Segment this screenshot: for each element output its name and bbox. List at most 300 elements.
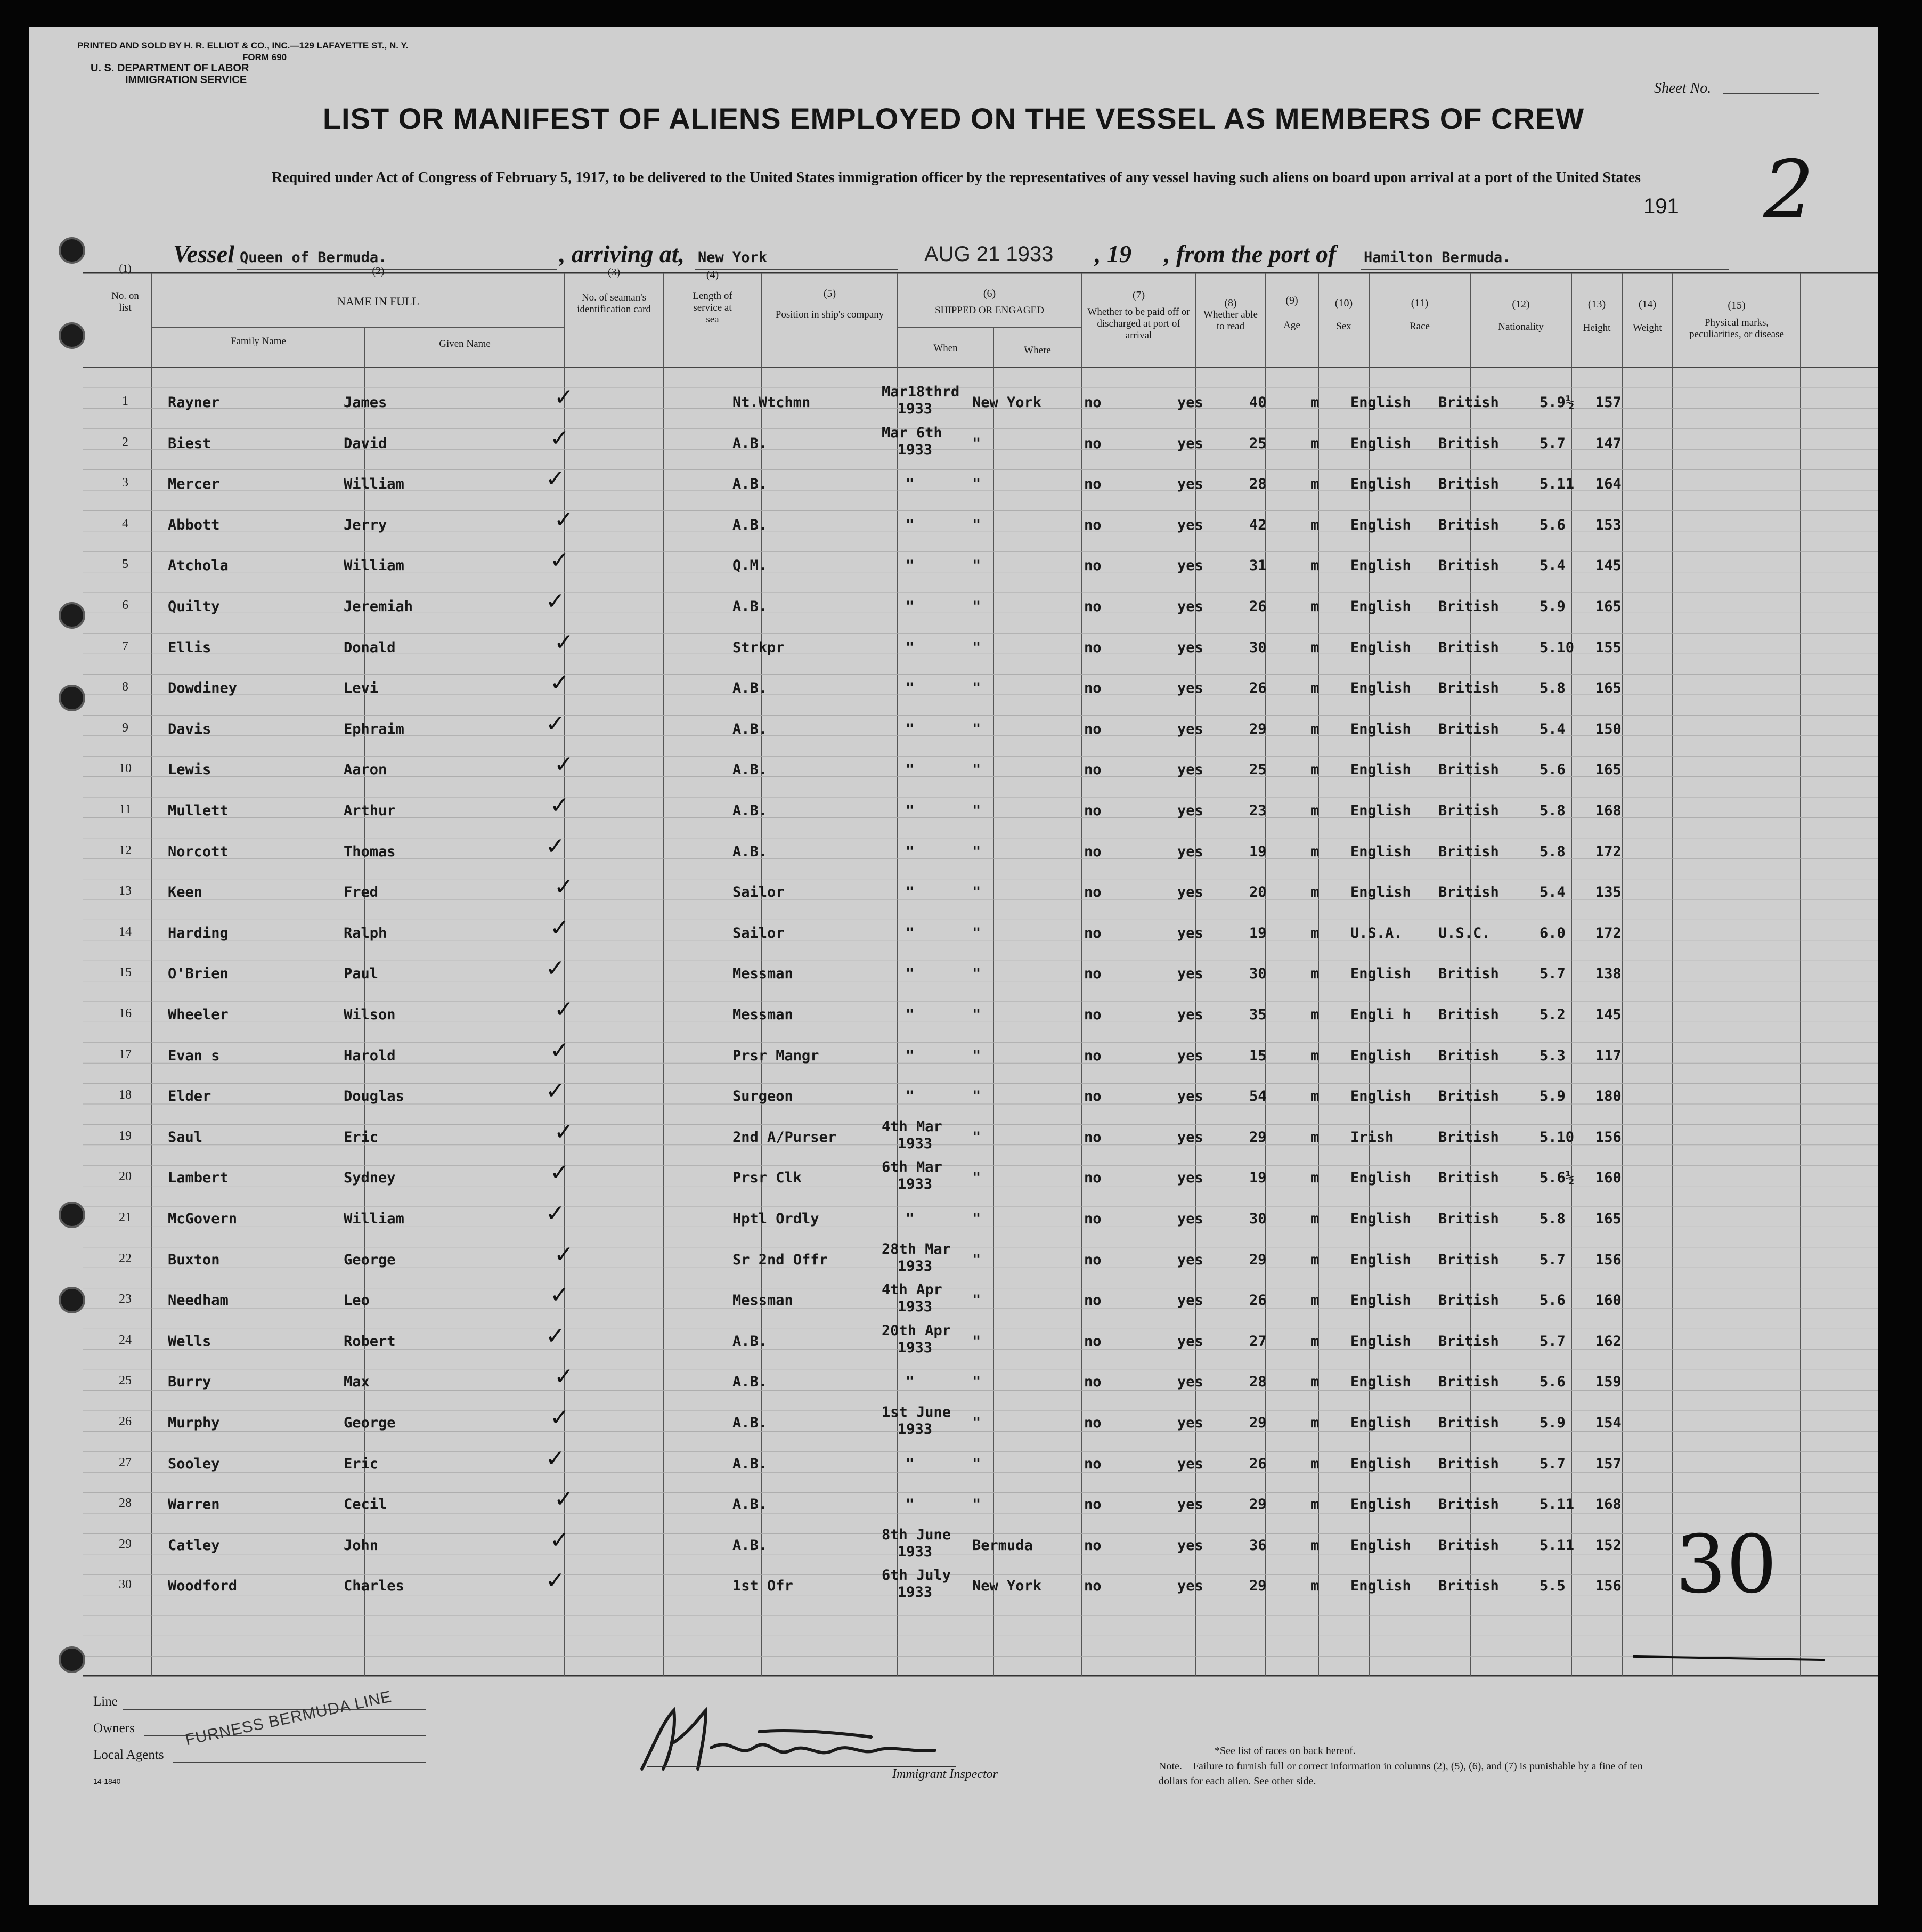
cell-age: 26 [1249,680,1267,697]
cell-position: A.B. [732,802,768,819]
cell-read: yes [1177,843,1203,860]
cell-sex: m [1310,1374,1320,1391]
cell-age: 31 [1249,557,1267,574]
cell-sex: m [1310,1251,1320,1268]
cell-family: Needham [168,1292,229,1309]
cell-given: Charles [344,1578,404,1595]
cell-position: A.B. [732,720,768,737]
cell-weight: 165 [1595,761,1622,778]
cell-family: Buxton [168,1251,220,1268]
col10-number: (10) [1334,297,1353,309]
cell-sex: m [1310,884,1320,901]
cell-age: 20 [1249,884,1267,901]
cell-position: Prsr Clk [732,1170,802,1187]
cell-weight: 168 [1595,1496,1622,1513]
cell-sex: m [1310,1292,1320,1309]
cell-where: " [972,1211,981,1227]
cell-age: 29 [1249,1129,1267,1146]
cell-when1: 28th Mar [882,1240,951,1257]
cell-given: Fred [344,884,379,901]
cell-where: " [972,598,981,615]
cell-race: English [1350,1088,1411,1105]
cell-family: Ellis [168,639,211,656]
cell-no: 11 [119,802,132,816]
col14-number: (14) [1638,298,1657,310]
cell-position: 2nd A/Purser [732,1129,837,1146]
cell-read: yes [1177,476,1203,493]
cell-height: 5.8 [1540,680,1566,697]
cell-weight: 156 [1595,1129,1622,1146]
check-mark: ✓ [554,751,574,778]
cell-paid: no [1084,1578,1102,1595]
cell-height: 5.7 [1540,1251,1566,1268]
cell-position: Messman [732,1292,793,1309]
cell-paid: no [1084,680,1102,697]
col-physical-marks: Physical marks, peculiarities, or disease [1689,317,1784,340]
cell-given: Arthur [344,802,396,819]
cell-family: Murphy [168,1415,220,1431]
cell-when1: " [906,598,915,615]
cell-given: Eric [344,1455,379,1472]
cell-race: English [1350,802,1411,819]
cell-when1: " [906,965,915,983]
cell-given: Leo [344,1292,370,1309]
cell-age: 35 [1249,1006,1267,1023]
cell-read: yes [1177,639,1203,656]
cell-no: 28 [119,1496,132,1511]
cell-weight: 180 [1595,1088,1622,1105]
owners-label: Owners [93,1721,135,1735]
cell-paid: no [1084,720,1102,737]
cell-weight: 156 [1595,1251,1622,1268]
cell-given: David [344,435,387,452]
cell-height: 5.4 [1540,720,1566,737]
cell-position: A.B. [732,1537,768,1554]
col-weight: Weight [1633,322,1662,334]
cell-height: 5.6 [1540,1292,1566,1309]
cell-height: 5.7 [1540,435,1566,452]
cell-sex: m [1310,761,1320,778]
cell-when1: " [906,843,915,860]
cell-position: 1st Ofr [732,1578,793,1595]
cell-position: Nt.Wtchmn [732,394,811,411]
check-mark: ✓ [554,506,574,533]
cell-age: 29 [1249,1578,1267,1595]
cell-race: English [1350,394,1411,411]
cell-read: yes [1177,1374,1203,1391]
cell-paid: no [1084,965,1102,983]
department-name: U. S. DEPARTMENT OF LABOR [91,62,249,74]
cell-when1: " [906,884,915,901]
cell-nationality: British [1438,1292,1499,1309]
col6-number: (6) [983,288,996,299]
cell-when1: " [906,761,915,778]
col7-number: (7) [1132,289,1145,301]
cell-nationality: British [1438,1537,1499,1554]
col-where: Where [1024,345,1051,356]
cell-no: 5 [122,557,128,572]
cell-position: A.B. [732,1374,768,1391]
check-mark: ✓ [545,955,565,983]
cell-given: Wilson [344,1006,396,1023]
cell-family: Quilty [168,598,220,615]
arriving-label: , arriving at, [559,240,685,267]
cell-read: yes [1177,1415,1203,1431]
cell-height: 5.5 [1540,1578,1566,1595]
cell-family: McGovern [168,1211,238,1227]
check-mark: ✓ [545,1567,565,1595]
binder-hole [59,1646,85,1673]
cell-age: 19 [1249,1170,1267,1187]
cell-age: 15 [1249,1047,1267,1064]
cell-paid: no [1084,1415,1102,1431]
cell-height: 5.11 [1540,1496,1575,1513]
col8-number: (8) [1224,297,1237,309]
cell-read: yes [1177,802,1203,819]
cell-no: 9 [122,720,128,735]
cell-weight: 164 [1595,476,1622,493]
cell-family: Burry [168,1374,211,1391]
cell-paid: no [1084,924,1102,941]
cell-sex: m [1310,965,1320,983]
cell-no: 24 [119,1333,132,1347]
cell-nationality: British [1438,1088,1499,1105]
cell-age: 25 [1249,761,1267,778]
cell-weight: 145 [1595,557,1622,574]
cell-when1: 1st June [882,1404,951,1420]
cell-family: Atchola [168,557,229,574]
cell-given: Levi [344,680,379,697]
cell-no: 20 [119,1170,132,1184]
cell-family: Dowdiney [168,680,238,697]
cell-weight: 165 [1595,598,1622,615]
cell-family: Mercer [168,476,220,493]
cell-paid: no [1084,516,1102,533]
cell-no: 4 [122,516,128,531]
vessel-name: Queen of Bermuda. [240,249,387,266]
check-mark: ✓ [545,1077,565,1105]
cell-race: English [1350,516,1411,533]
cell-race: Irish [1350,1129,1394,1146]
check-mark: ✓ [554,1118,574,1146]
cell-nationality: British [1438,1047,1499,1064]
cell-sex: m [1310,639,1320,656]
cell-position: A.B. [732,516,768,533]
col2-number: (2) [372,265,385,277]
cell-read: yes [1177,1455,1203,1472]
cell-sex: m [1310,924,1320,941]
cell-position: Messman [732,1006,793,1023]
cell-no: 15 [119,965,132,980]
cell-race: English [1350,884,1411,901]
cell-no: 22 [119,1251,132,1265]
cell-race: English [1350,761,1411,778]
cell-read: yes [1177,761,1203,778]
cell-paid: no [1084,884,1102,901]
cell-position: A.B. [732,1455,768,1472]
cell-family: Sooley [168,1455,220,1472]
cell-no: 16 [119,1006,132,1020]
cell-family: Lambert [168,1170,229,1187]
cell-nationality: British [1438,1374,1499,1391]
check-mark: ✓ [550,424,569,452]
cell-height: 5.7 [1540,1333,1566,1350]
cell-position: A.B. [732,761,768,778]
cell-height: 5.11 [1540,1537,1575,1554]
cell-sex: m [1310,435,1320,452]
cell-when1: " [906,680,915,697]
cell-where: " [972,884,981,901]
cell-position: Surgeon [732,1088,793,1105]
form-number: FORM 690 [242,52,287,62]
cell-when1: 6th July [882,1567,951,1584]
check-mark: ✓ [545,1200,565,1227]
cell-race: English [1350,639,1411,656]
check-mark: ✓ [545,710,565,737]
col-sex: Sex [1336,321,1351,332]
cell-when1: " [906,476,915,493]
cell-race: English [1350,1211,1411,1227]
binder-hole [59,1202,85,1228]
cell-position: A.B. [732,598,768,615]
cell-sex: m [1310,1088,1320,1105]
cell-read: yes [1177,557,1203,574]
cell-paid: no [1084,1496,1102,1513]
agents-underline [173,1762,426,1763]
races-note: *See list of races on back hereof. [1215,1745,1356,1757]
cell-no: 18 [119,1088,132,1102]
vessel-label: Vessel [173,240,234,267]
cell-position: Hptl Ordly [732,1211,819,1227]
cell-read: yes [1177,394,1203,411]
col-nationality: Nationality [1498,321,1544,332]
col-able-to-read: Whether able to read [1203,309,1258,332]
cell-no: 26 [119,1415,132,1428]
cell-position: A.B. [732,843,768,860]
cell-read: yes [1177,1211,1203,1227]
cell-where: " [972,802,981,819]
cell-where: " [972,1047,981,1064]
cell-nationality: British [1438,516,1499,533]
cell-age: 30 [1249,639,1267,656]
cell-race: English [1350,1292,1411,1309]
cell-no: 12 [119,843,132,857]
cell-sex: m [1310,1333,1320,1350]
cell-nationality: British [1438,802,1499,819]
check-mark: ✓ [545,588,565,615]
cell-age: 29 [1249,720,1267,737]
cell-no: 1 [122,394,128,408]
cell-when1: 8th June [882,1526,951,1543]
cell-height: 5.9 [1540,1088,1566,1105]
cell-sex: m [1310,802,1320,819]
year-prefix: 191 [1643,194,1679,218]
cell-age: 28 [1249,1374,1267,1391]
cell-height: 5.10 [1540,1129,1575,1146]
cell-when1: " [906,516,915,533]
cell-read: yes [1177,884,1203,901]
cell-family: Warren [168,1496,220,1513]
cell-given: William [344,476,404,493]
cell-race: English [1350,1578,1411,1595]
cell-read: yes [1177,1251,1203,1268]
cell-when1: " [906,1088,915,1105]
cell-no: 25 [119,1374,132,1388]
cell-sex: m [1310,1170,1320,1187]
cell-when2: 1933 [898,1176,933,1193]
cell-sex: m [1310,680,1320,697]
cell-weight: 154 [1595,1415,1622,1431]
cell-race: English [1350,1496,1411,1513]
cell-paid: no [1084,639,1102,656]
check-mark: ✓ [550,1526,569,1554]
cell-weight: 165 [1595,1211,1622,1227]
cell-nationality: British [1438,884,1499,901]
cell-height: 5.6½ [1540,1170,1575,1187]
cell-nationality: British [1438,639,1499,656]
cell-read: yes [1177,1006,1203,1023]
check-mark: ✓ [554,1363,574,1391]
cell-given: Jerry [344,516,387,533]
cell-nationality: British [1438,761,1499,778]
cell-family: Elder [168,1088,211,1105]
cell-when1: Mar18thrd [882,384,960,400]
cell-position: Sailor [732,924,785,941]
cell-given: Thomas [344,843,396,860]
cell-position: Prsr Mangr [732,1047,819,1064]
col12-number: (12) [1512,298,1530,310]
col-when: When [933,343,958,354]
cell-sex: m [1310,1006,1320,1023]
cell-height: 5.8 [1540,1211,1566,1227]
cell-nationality: British [1438,476,1499,493]
cell-where: " [972,516,981,533]
cell-paid: no [1084,761,1102,778]
cell-sex: m [1310,1496,1320,1513]
cell-read: yes [1177,598,1203,615]
cell-nationality: U.S.C. [1438,924,1491,941]
inspector-label: Immigrant Inspector [892,1767,998,1781]
cell-height: 5.7 [1540,965,1566,983]
cell-given: Cecil [344,1496,387,1513]
cell-sex: m [1310,1047,1320,1064]
cell-race: English [1350,557,1411,574]
cell-read: yes [1177,1088,1203,1105]
cell-when2: 1933 [898,401,933,417]
cell-where: " [972,761,981,778]
cell-read: yes [1177,680,1203,697]
cell-read: yes [1177,924,1203,941]
cell-age: 27 [1249,1333,1267,1350]
cell-age: 40 [1249,394,1267,411]
cell-position: A.B. [732,1415,768,1431]
cell-height: 5.4 [1540,884,1566,901]
cell-age: 36 [1249,1537,1267,1554]
cell-read: yes [1177,1292,1203,1309]
check-mark: ✓ [545,1444,565,1472]
cell-family: Rayner [168,394,220,411]
cell-nationality: British [1438,1211,1499,1227]
cell-given: John [344,1537,379,1554]
cell-height: 5.9 [1540,598,1566,615]
binder-hole [59,322,85,349]
cell-no: 23 [119,1292,132,1306]
cell-when2: 1933 [898,1421,933,1438]
col11-number: (11) [1411,297,1429,309]
cell-weight: 117 [1595,1047,1622,1064]
cell-no: 7 [122,639,128,653]
cell-nationality: British [1438,1455,1499,1472]
cell-read: yes [1177,435,1203,452]
cell-weight: 150 [1595,720,1622,737]
cell-family: Lewis [168,761,211,778]
departure-port: Hamilton Bermuda. [1364,249,1511,266]
cell-where: " [972,1251,981,1268]
cell-age: 29 [1249,1251,1267,1268]
cell-when2: 1933 [898,1584,933,1601]
cell-paid: no [1084,1455,1102,1472]
cell-no: 17 [119,1047,132,1061]
cell-weight: 138 [1595,965,1622,983]
cell-nationality: British [1438,1006,1499,1023]
cell-given: Paul [344,965,379,983]
cell-age: 26 [1249,1292,1267,1309]
binder-hole [59,1287,85,1313]
cell-weight: 156 [1595,1578,1622,1595]
penalty-note: Note.—Failure to furnish full or correct information in columns (2), (5), (6), and (7) is punishable by a fine of ten dollars for each alien. See other side. [1159,1760,1643,1787]
cell-when1: 4th Apr [882,1281,942,1298]
cell-where: " [972,965,981,983]
cell-when2: 1933 [898,1257,933,1275]
page-subtitle: Required under Act of Congress of February 5, 1917, to be delivered to the United States immigration officer by the representatives of any vessel having such aliens on board upon arrival at a port of the United States [272,169,1641,186]
cell-when2: 1933 [898,1135,933,1152]
cell-when1: " [906,802,915,819]
cell-where: " [972,1170,981,1187]
cell-read: yes [1177,1170,1203,1187]
cell-sex: m [1310,1578,1320,1595]
cell-read: yes [1177,1537,1203,1554]
cell-paid: no [1084,843,1102,860]
cell-nationality: British [1438,720,1499,737]
cell-no: 6 [122,598,128,612]
col5-number: (5) [823,288,836,299]
check-mark: ✓ [554,628,574,656]
cell-read: yes [1177,720,1203,737]
line-underline [123,1709,426,1710]
col-given-name: Given Name [439,338,491,350]
cell-no: 21 [119,1211,132,1224]
cell-nationality: British [1438,1129,1499,1146]
cell-sex: m [1310,1129,1320,1146]
cell-race: English [1350,435,1411,452]
cell-read: yes [1177,1333,1203,1350]
col-position: Position in ship's company [775,309,884,320]
cell-race: English [1350,1047,1411,1064]
handwritten-total: 30 [1675,1519,1777,1611]
sheet-number-label: Sheet No. [1654,80,1712,96]
cell-given: William [344,557,404,574]
cell-age: 29 [1249,1496,1267,1513]
cell-family: O'Brien [168,965,229,983]
cell-where: " [972,1006,981,1023]
cell-weight: 147 [1595,435,1622,452]
cell-weight: 172 [1595,843,1622,860]
cell-weight: 135 [1595,884,1622,901]
cell-position: Sailor [732,884,785,901]
binder-hole [59,685,85,711]
year-label: , 19 [1095,240,1131,267]
cell-age: 29 [1249,1415,1267,1431]
